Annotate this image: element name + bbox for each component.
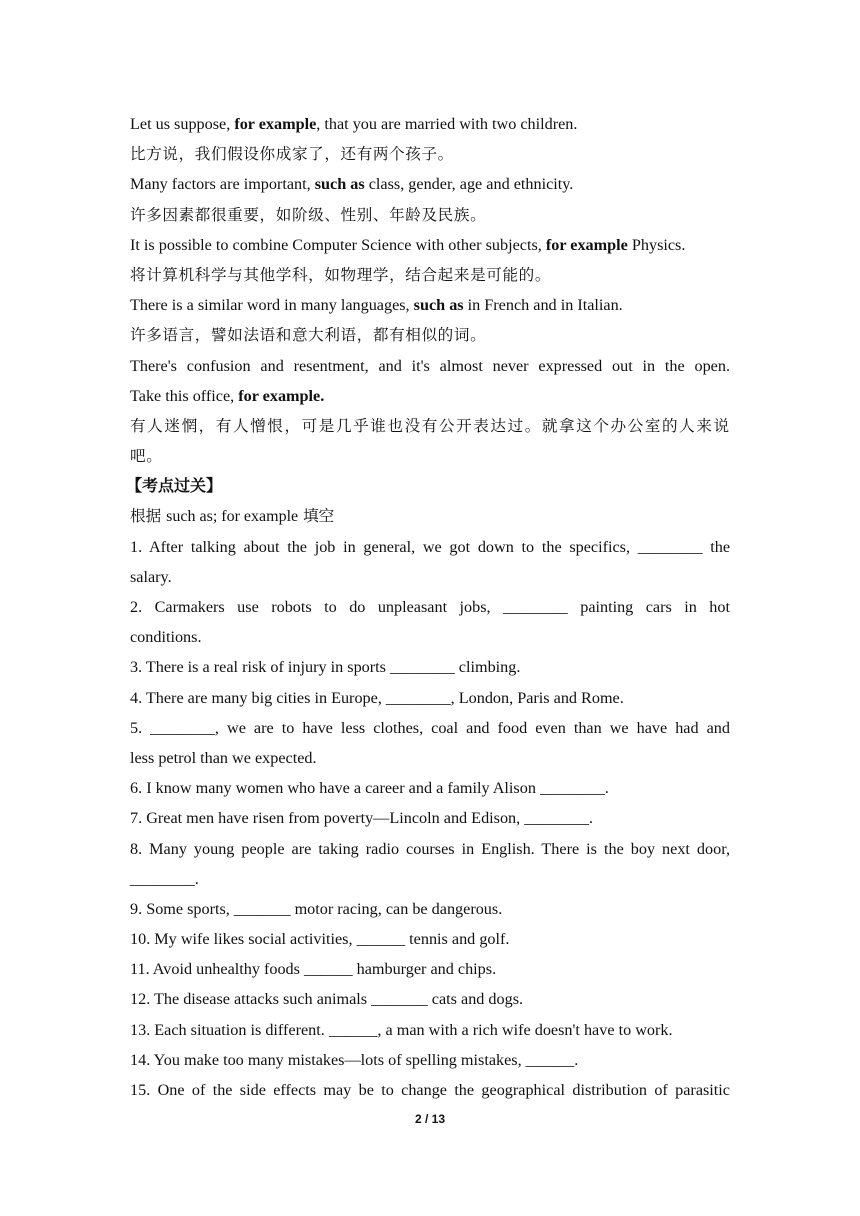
exercise-item	[130, 1075, 730, 1105]
example-cn: 将计算机科学与其他学科，如物理学，结合起来是可能的。	[130, 265, 552, 284]
exercise-line: 15. One of the side effects may be to change the geographical distribution of parasitic	[130, 1081, 730, 1099]
example-en: Many factors are important, such as class, gender, age and ethnicity.	[130, 175, 574, 194]
exercise-item	[130, 834, 730, 894]
exercise-item	[130, 1015, 730, 1045]
exercise-item	[130, 652, 730, 682]
exercise-instruction: 根据 such as; for example 填空	[130, 507, 335, 526]
exercise-line: 4. There are many big cities in Europe, ________, London, Paris and Rome.	[130, 688, 624, 707]
exercise-line: 2. Carmakers use robots to do unpleasant jobs, ________ painting cars in hot	[130, 598, 730, 616]
exercise-line: conditions.	[130, 628, 202, 647]
page-content	[126, 109, 730, 1105]
example-en: It is possible to combine Computer Science with other subjects, for example Physics.	[130, 235, 686, 254]
example-cn: 许多因素都很重要，如阶级、性别、年龄及民族。	[130, 205, 487, 224]
exercise-item	[130, 683, 730, 713]
exercise-line: 13. Each situation is different. ______, a man with a rich wife doesn't have to work.	[130, 1020, 673, 1039]
exercise-line: ________.	[130, 869, 199, 888]
exercise-line: 5. ________, we are to have less clothes, coal and food even than we have had and	[130, 718, 730, 737]
example-en: Let us suppose, for example, that you are married with two children.	[130, 115, 578, 133]
exercise-item	[130, 924, 730, 954]
exercise-line: 3. There is a real risk of injury in sports ________ climbing.	[130, 658, 521, 677]
exercise-line: 12. The disease attacks such animals _______ cats and dogs.	[130, 990, 524, 1009]
exercise-line: salary.	[130, 567, 172, 586]
exercise-line: 7. Great men have risen from poverty—Lincoln and Edison, ________.	[130, 809, 594, 828]
exercise-line: 6. I know many women who have a career and a family Alison ________.	[130, 779, 609, 798]
exercise-line: 8. Many young people are taking radio courses in English. There is the boy next door,	[130, 839, 730, 858]
exercise-list	[130, 532, 730, 1106]
example-sentences	[130, 109, 730, 471]
exercise-line: 9. Some sports, _______ motor racing, can be dangerous.	[130, 899, 503, 918]
exercise-item	[130, 592, 730, 652]
exercise-line: 11. Avoid unhealthy foods ______ hamburger and chips.	[130, 960, 497, 979]
exercise-line: 1. After talking about the job in general, we got down to the specifics, ________ the	[130, 537, 730, 556]
exercise-line: less petrol than we expected.	[130, 748, 317, 767]
exercise-line: 10. My wife likes social activities, ______ tennis and golf.	[130, 930, 510, 949]
exercise-item	[130, 1045, 730, 1075]
exercise-item	[130, 954, 730, 984]
exercise-item	[130, 532, 730, 592]
page-number: 2 / 13	[414, 1112, 446, 1126]
exercise-item	[130, 713, 730, 773]
exercise-item	[130, 803, 730, 833]
example-en: Take this office, for example.	[130, 386, 325, 405]
example-cn: 许多语言，譬如法语和意大利语，都有相似的词。	[130, 326, 487, 345]
section-heading: 【考点过关】	[126, 476, 223, 496]
exercise-item	[130, 894, 730, 924]
example-cn: 比方说，我们假设你成家了，还有两个孩子。	[130, 145, 454, 164]
example-en: There is a similar word in many languages, such as in French and in Italian.	[130, 296, 623, 315]
exercise-line: 14. You make too many mistakes—lots of spelling mistakes, ______.	[130, 1050, 579, 1069]
exercise-item	[130, 984, 730, 1014]
example-en: There's confusion and resentment, and it's almost never expressed out in the open.	[130, 356, 730, 375]
example-cn: 吧。	[130, 447, 163, 466]
exercise-item	[130, 773, 730, 803]
example-cn: 有人迷惘，有人憎恨，可是几乎谁也没有公开表达过。就拿这个办公室的人来说	[130, 416, 730, 435]
